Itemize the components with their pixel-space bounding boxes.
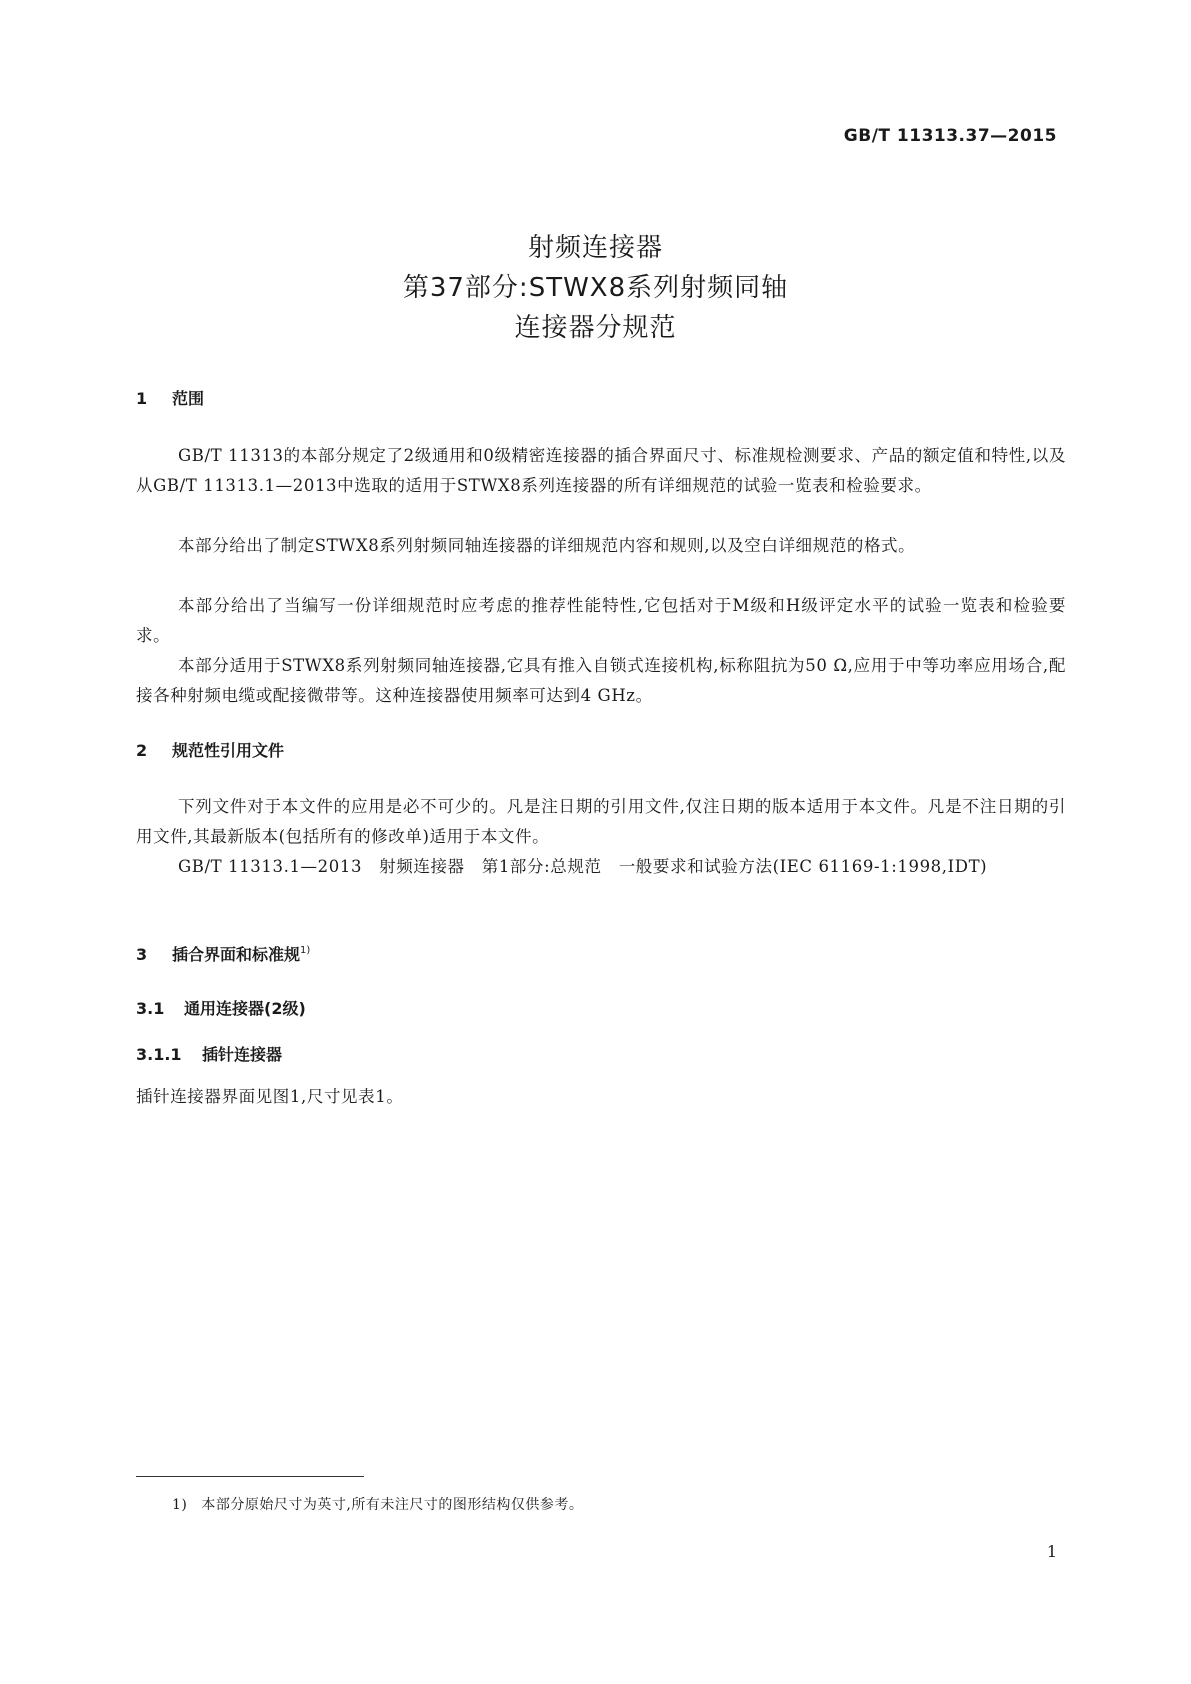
section-2-paragraph-1: 下列文件对于本文件的应用是必不可少的。凡是注日期的引用文件,仅注日期的版本适用于本文件。凡是不注日期的引用文件,其最新版本(包括所有的修改单)适用于本文件。 [136, 797, 1066, 846]
title-line-2: 第37部分:STWX8系列射频同轴 [402, 273, 789, 303]
section-3-1-1-number: 3.1.1 [136, 1045, 182, 1064]
section-1-paragraph-1: GB/T 11313的本部分规定了2级通用和0级精密连接器的插合界面尺寸、标准规检测要求、产品的额定值和特性,以及从GB/T 11313.1—2013中选取的适用于STWX8系列连接器的所有详细规范的试验一览表和检验要求。 [136, 446, 1066, 495]
section-1-title: 范围 [172, 389, 205, 408]
section-1-paragraph-2: 本部分给出了制定STWX8系列射频同轴连接器的详细规范内容和规则,以及空白详细规范的格式。 [178, 536, 916, 555]
section-3-heading [136, 942, 310, 965]
page-number: 1 [1046, 1542, 1057, 1561]
standard-number: GB/T 11313.37—2015 [843, 126, 1057, 146]
footnote-reference: 1) [300, 945, 311, 956]
section-2-number: 2 [136, 741, 148, 760]
section-3-1-number: 3.1 [136, 999, 165, 1018]
footnote [172, 1494, 583, 1514]
footnote-mark: 1) [172, 1497, 188, 1513]
title-line-3: 连接器分规范 [514, 313, 677, 343]
section-1-paragraph-4: 本部分适用于STWX8系列射频同轴连接器,它具有推入自锁式连接机构,标称阻抗为50 Ω,应用于中等功率应用场合,配接各种射频电缆或配接微带等。这种连接器使用频率可达到4 GHz。 [136, 656, 1066, 705]
normative-reference-1: GB/T 11313.1—2013 射频连接器 第1部分:总规范 一般要求和试验方法(IEC 61169-1:1998,IDT) [178, 857, 988, 876]
section-1-heading [136, 386, 204, 409]
footnote-separator [136, 1476, 364, 1477]
section-3-1-heading [136, 996, 306, 1019]
section-3-title: 插合界面和标准规 [172, 945, 301, 964]
footnote-text: 本部分原始尺寸为英寸,所有未注尺寸的图形结构仅供参考。 [201, 1497, 584, 1513]
section-3-1-1-paragraph: 插针连接器界面见图1,尺寸见表1。 [136, 1087, 404, 1106]
document-title [0, 228, 1191, 348]
section-1-number: 1 [136, 389, 148, 408]
section-3-1-title: 通用连接器(2级) [184, 999, 306, 1018]
section-2-heading [136, 738, 284, 761]
section-3-number: 3 [136, 945, 148, 964]
title-line-1: 射频连接器 [527, 233, 663, 263]
section-3-1-1-heading [136, 1042, 282, 1065]
section-3-1-1-title: 插针连接器 [202, 1045, 283, 1064]
section-1-paragraph-3: 本部分给出了当编写一份详细规范时应考虑的推荐性能特性,它包括对于M级和H级评定水平的试验一览表和检验要求。 [136, 596, 1066, 645]
section-2-title: 规范性引用文件 [172, 741, 285, 760]
